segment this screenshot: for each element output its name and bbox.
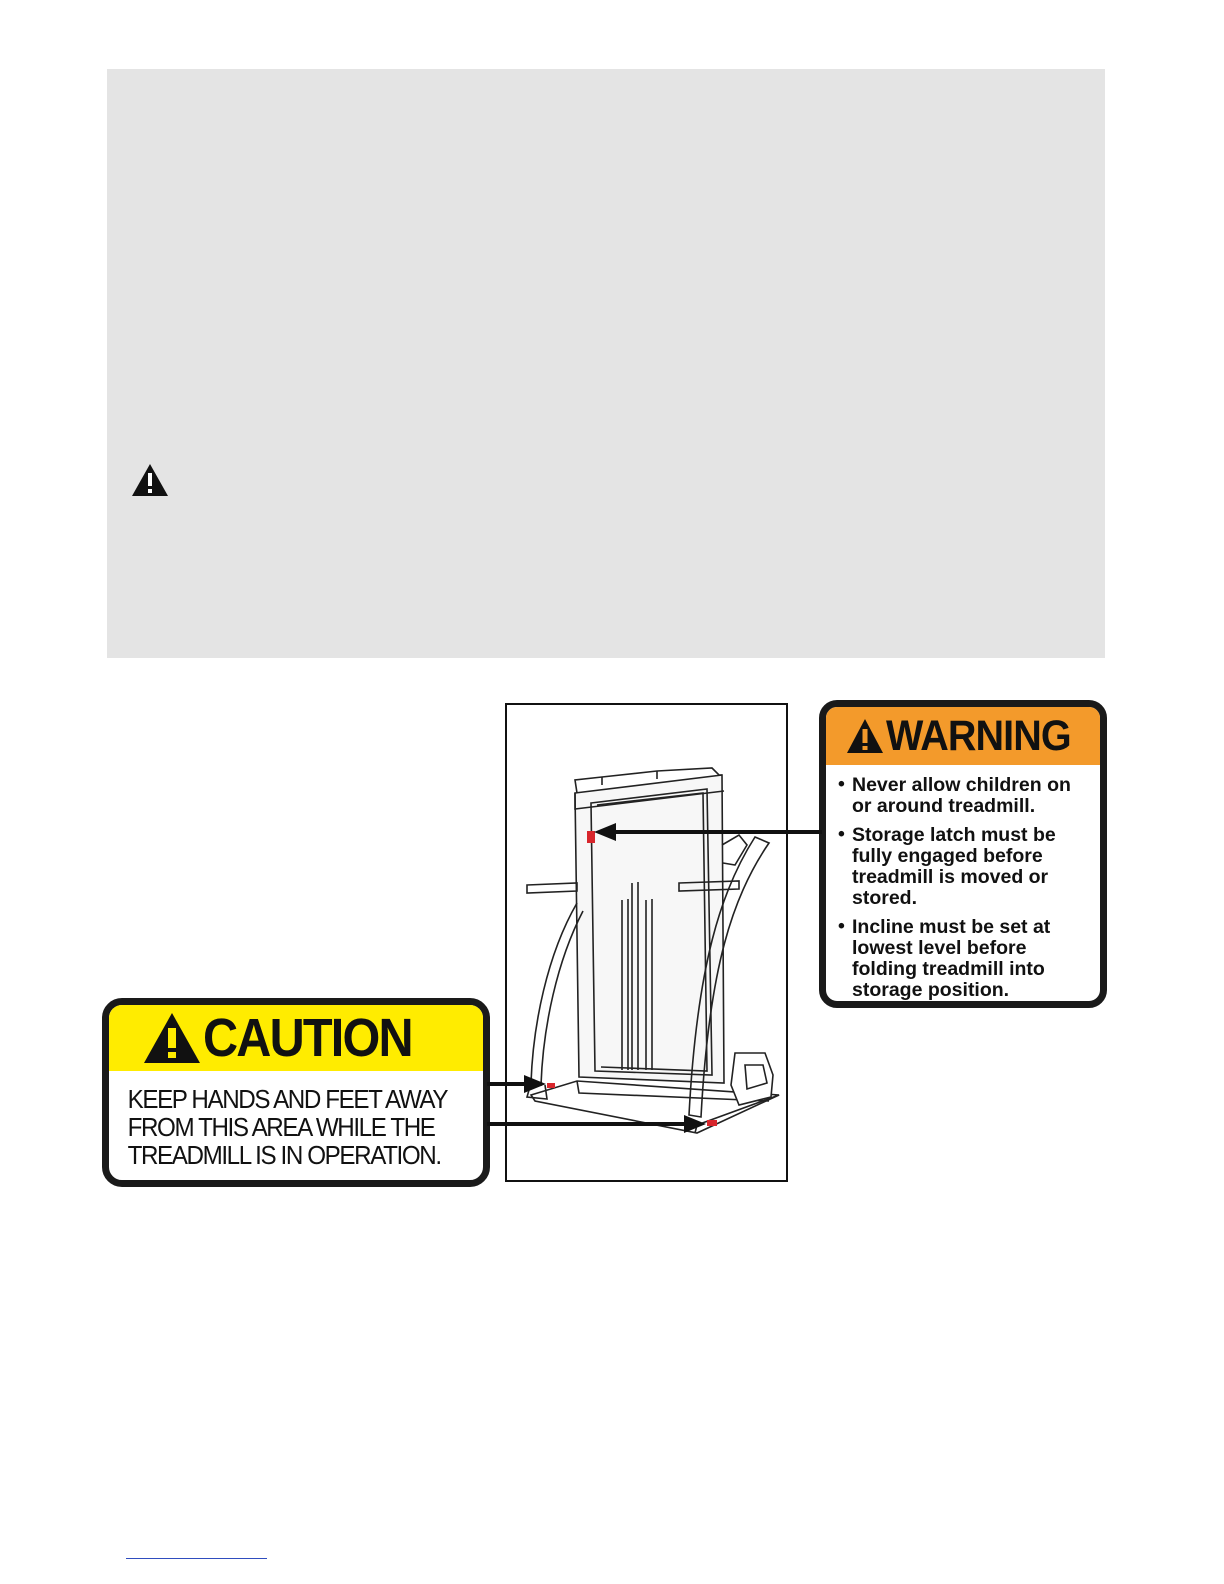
- warning-item: • Never allow children on or around treadmill.: [838, 773, 1071, 817]
- warning-triangle-icon: [846, 718, 884, 754]
- caution-triangle-icon: [143, 1012, 201, 1064]
- warning-header: [826, 707, 1100, 765]
- footer-link-underline: [126, 1558, 267, 1559]
- warning-item: • Storage latch must be fully engaged before treadmill is moved or stored.: [838, 823, 1056, 909]
- caution-label: [102, 998, 490, 1187]
- warning-item: • Incline must be set at lowest level before folding treadmill into storage position.: [838, 915, 1051, 1001]
- treadmill-figure: [505, 703, 788, 1182]
- warning-list: [826, 765, 1100, 1001]
- alert-triangle-icon: [131, 463, 169, 497]
- treadmill-illustration: [507, 705, 786, 1180]
- warning-label: [819, 700, 1107, 1008]
- caution-signal-word: CAUTION: [203, 1008, 412, 1068]
- caution-header: [109, 1005, 483, 1071]
- gray-shaded-panel: [107, 69, 1105, 658]
- caution-text: KEEP HANDS AND FEET AWAY FROM THIS AREA WHILE THE TREADMILL IS IN OPERATION.: [127, 1084, 448, 1170]
- warning-signal-word: WARNING: [886, 711, 1071, 760]
